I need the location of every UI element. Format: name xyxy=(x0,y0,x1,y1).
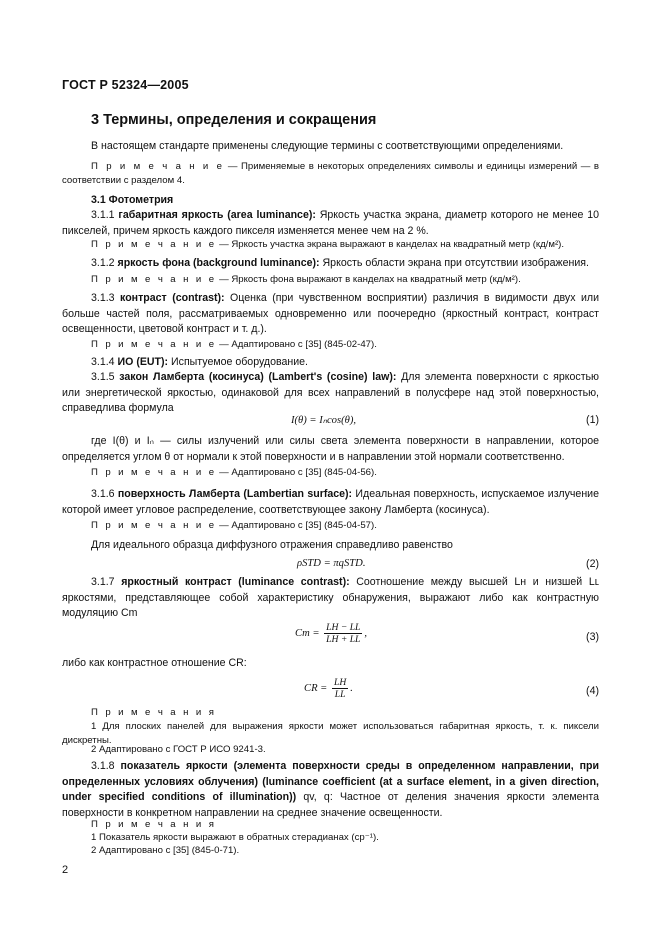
equation-4-denominator: LL xyxy=(334,689,346,700)
notes-2-item-1: 1 Показатель яркости выражают в обратных стерадианах (ср⁻¹). xyxy=(91,832,379,843)
equation-3: Cm = $\frac{LH - LL}{LH + LL}$ , xyxy=(295,622,368,645)
equation-1-number: (1) xyxy=(586,414,599,426)
note-3-1-2: П р и м е ч а н и е — Яркость фона выражают в канделах на квадратный метр (кд/м²). xyxy=(91,274,521,285)
note-3-1-6: П р и м е ч а н и е — Адаптировано с [35] (845-04-57). xyxy=(91,520,377,531)
term-3-1-6: 3.1.6 поверхность Ламберта (Lambertian surface): Идеальная поверхность, испускаемое излучение которой имеет угловое распределение, соответствующее закону Ламберта (косинуса). xyxy=(62,488,599,516)
notes-1-item-2: 2 Адаптировано с ГОСТ Р ИСО 9241-3. xyxy=(91,744,266,755)
term-3-1-1: 3.1.1 габаритная яркость (area luminance): Яркость участка экрана, диаметр которого не менее 10 пикселей, причем яркость каждого пикселя изменяется менее чем на 2 %. xyxy=(62,209,599,237)
term-3-1-8: 3.1.8 показатель яркости (элемента поверхности среды в определенном направлении, при определенных условиях облучения) (luminance coefficient (at a surface element, in a given direction, under specified conditions of illumination)) qv, q: Частное от деления значения яркости элемента поверхности в конкретном направлении на среднее значение освещенности. xyxy=(62,760,599,819)
term-3-1-3: 3.1.3 контраст (contrast): Оценка (при чувственном восприятии) различия в видимости двух или больше частей поля, рассматриваемых одновременно или поочередно (яркостный контраст, контраст освещенности, цветовой контраст и т. д.). xyxy=(62,292,599,335)
term-3-1-7: 3.1.7 яркостный контраст (luminance contrast): Соотношение между высшей Lн и низшей Lʟ яркостями, представляющее собой характеристику обнаружения, выражают либо как контрастную модуляцию Cm xyxy=(62,576,600,619)
term-3-1-2: 3.1.2 яркость фона (background luminance): Яркость области экрана при отсутствии изображения. xyxy=(91,257,589,269)
notes-heading-2: П р и м е ч а н и я xyxy=(91,819,217,830)
equation-4-numerator: LH xyxy=(334,677,347,688)
document-header: ГОСТ Р 52324—2005 xyxy=(62,78,189,92)
notes-heading-1: П р и м е ч а н и я xyxy=(91,707,217,718)
intro-paragraph: В настоящем стандарте применены следующие термины с соответствующими определениями. xyxy=(91,140,564,152)
equation-1: I(θ) = Iₙcos(θ), xyxy=(291,415,357,426)
equation-2: ρSTD = πqSTD. xyxy=(297,558,366,569)
term-3-1-4: 3.1.4 ИО (EUT): Испытуемое оборудование. xyxy=(91,356,308,368)
equation-3-numerator: LH − LL xyxy=(326,622,361,633)
term-3-1-5: 3.1.5 закон Ламберта (косинуса) (Lambert's (cosine) law): Для элемента поверхности с яркостью или энергетической яркостью, одинаковой для всех направлений в полусфере над этой поверхностью, справедлива формула xyxy=(62,371,600,414)
page-number: 2 xyxy=(62,864,69,876)
diffuse-reflection-text: Для идеального образца диффузного отражения справедливо равенство xyxy=(91,539,453,551)
note-3-1-1: П р и м е ч а н и е — Яркость участка экрана выражают в канделах на квадратный метр (кд/м²). xyxy=(91,239,564,250)
equation-1-explanation: где I(θ) и Iₙ — силы излучений или силы света элемента поверхности в направлении, которое определяется углом θ от нормали к этой поверхности и в направлении этой нормали соответственно. xyxy=(62,435,599,463)
note-3-1-3: П р и м е ч а н и е — Адаптировано с [35] (845-02-47). xyxy=(91,339,377,350)
section-title: 3 Термины, определения и сокращения xyxy=(91,112,377,128)
equation-4-number: (4) xyxy=(586,685,599,697)
equation-4: CR = $\frac{LH}{LL}$ . xyxy=(304,677,353,700)
notes-2-item-2: 2 Адаптировано с [35] (845-0-71). xyxy=(91,845,240,856)
notes-1-item-1: 1 Для плоских панелей для выражения яркости может использоваться габаритная яркость, т. к. пиксели дискретны. xyxy=(62,721,599,746)
equation-3-number: (3) xyxy=(586,631,599,643)
note-intro: П р и м е ч а н и е — Применяемые в некоторых определениях символы и единицы измерений — в соответствии с разделом 4. xyxy=(62,161,599,186)
contrast-ratio-text: либо как контрастное отношение CR: xyxy=(62,657,247,669)
subsection-title: 3.1 Фотометрия xyxy=(91,194,174,206)
equation-2-number: (2) xyxy=(586,558,599,570)
note-3-1-5: П р и м е ч а н и е — Адаптировано с [35] (845-04-56). xyxy=(91,467,377,478)
equation-3-denominator: LH + LL xyxy=(326,634,361,645)
